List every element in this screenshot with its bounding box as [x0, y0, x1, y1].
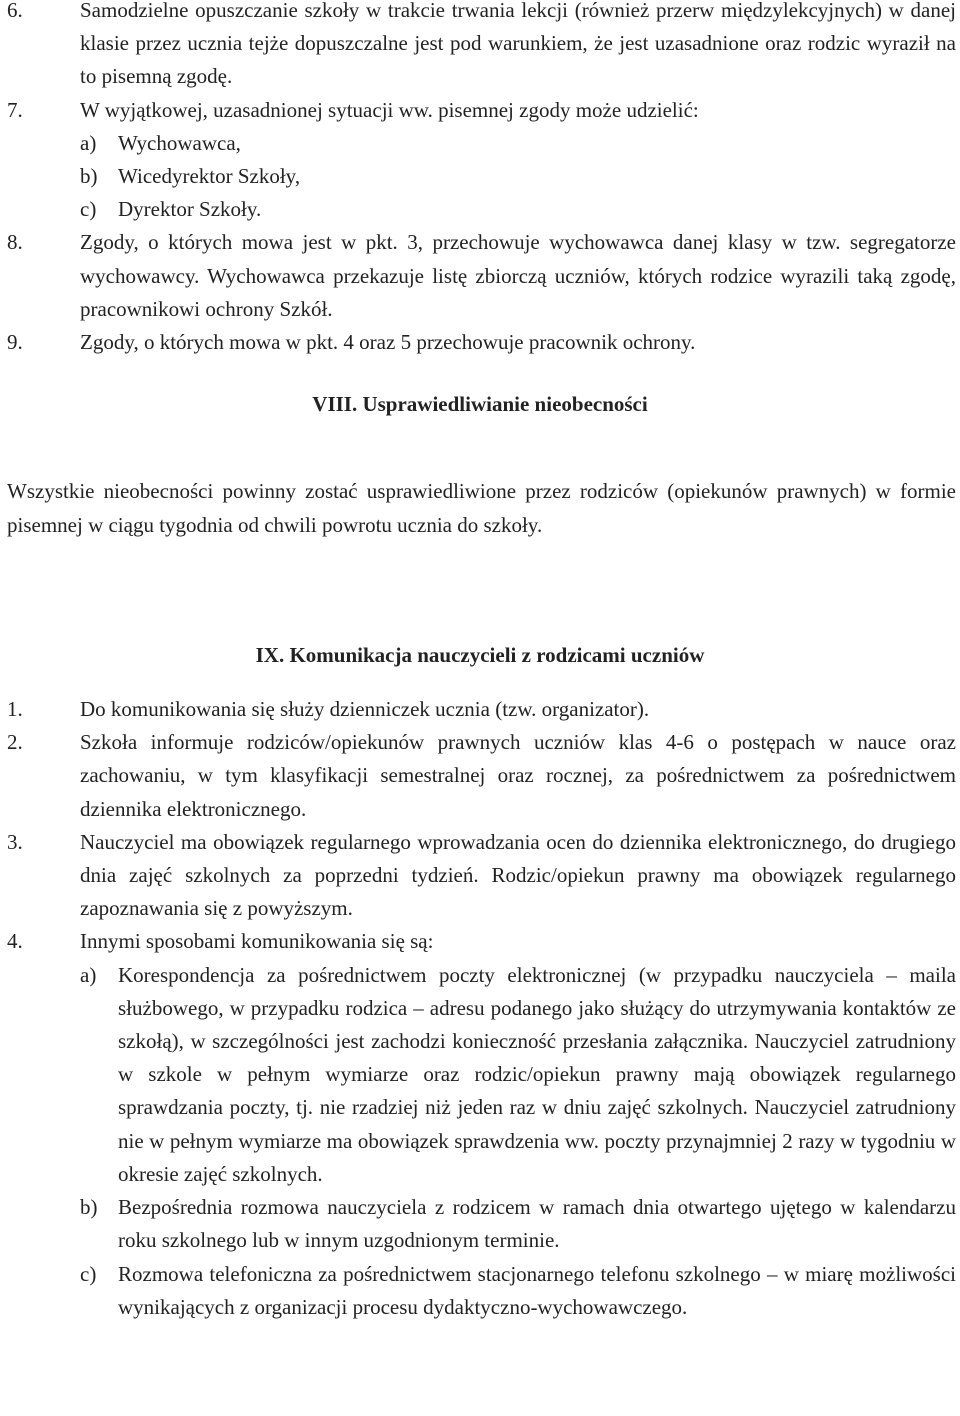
list-item	[0, 94, 960, 127]
section-viii-paragraph: Wszystkie nieobecności powinny zostać usprawiedliwione przez rodziców (opiekunów prawnych) w formie pisemnej w ciągu tygodnia od chwili powrotu ucznia do szkoły.	[7, 479, 956, 537]
list-item	[0, 326, 960, 359]
item-number: 1.	[7, 697, 23, 722]
item-text: Szkoła informuje rodziców/opiekunów prawnych uczniów klas 4-6 o postępach w nauce oraz zachowaniu, w tym klasyfikacji semestralnej oraz rocznej, za pośrednictwem za pośrednictwem dziennika elektronicznego.	[80, 730, 956, 821]
sub-item-marker: a)	[80, 130, 97, 155]
list-item	[0, 693, 960, 726]
item-text: Samodzielne opuszczanie szkoły w trakcie trwania lekcji (również przerw międzylekcyjnych) w danej klasie przez ucznia tejże dopuszczalne jest pod warunkiem, że jest uzasadnione oraz rodzic wyraził na to pisemną zgodę.	[80, 0, 956, 89]
item-number: 6.	[7, 0, 23, 22]
item-number: 8.	[7, 230, 23, 255]
sub-item	[0, 1191, 960, 1257]
section-ix-heading: IX. Komunikacja nauczycieli z rodzicami uczniów	[255, 642, 705, 667]
list-item	[0, 0, 960, 94]
sub-item-text: Bezpośrednia rozmowa nauczyciela z rodzicem w ramach dnia otwartego ujętego w kalendarzu roku szkolnego lub w innym uzgodnionym terminie.	[118, 1195, 956, 1253]
item-number: 4.	[7, 929, 23, 954]
sub-item-text: Dyrektor Szkoły.	[118, 197, 262, 222]
list-item	[0, 226, 960, 326]
sub-item-text: Wicedyrektor Szkoły,	[118, 164, 301, 189]
sub-item-marker: a)	[80, 962, 97, 987]
sub-item	[0, 1258, 960, 1324]
sub-item	[0, 193, 960, 226]
item-number: 2.	[7, 730, 23, 755]
sub-item-marker: b)	[80, 164, 98, 189]
item-text: Innymi sposobami komunikowania się są:	[80, 929, 434, 954]
item-text: Zgody, o których mowa w pkt. 4 oraz 5 przechowuje pracownik ochrony.	[80, 330, 696, 355]
sub-item	[0, 127, 960, 160]
sub-item-marker: c)	[80, 1261, 97, 1286]
sub-item-text: Rozmowa telefoniczna za pośrednictwem stacjonarnego telefonu szkolnego – w miarę możliwości wynikających z organizacji procesu dydaktyczno-wychowawczego.	[118, 1261, 956, 1319]
item-text: W wyjątkowej, uzasadnionej sytuacji ww. pisemnej zgody może udzielić:	[80, 97, 699, 122]
sub-item	[0, 160, 960, 193]
sub-item-text: Wychowawca,	[118, 130, 241, 155]
sub-item-marker: b)	[80, 1195, 98, 1220]
sub-item-text: Korespondencja za pośrednictwem poczty elektronicznej (w przypadku nauczyciela – maila służbowego, w przypadku rodzica – adresu podanego jako służący do utrzymywania kontaktów ze szkołą), w szczególności jest zachodzi konieczność przesłania załącznika. Nauczyciel zatrudniony w szkole w pełnym wymiarze oraz rodzic/opiekun prawny mają obowiązek regularnego sprawdzania poczty, tj. nie rzadziej niż jeden raz w dniu zajęć szkolnych. Nauczyciel zatrudniony nie w pełnym wymiarze ma obowiązek sprawdzenia ww. poczty przynajmniej 2 razy w tygodniu w okresie zajęć szkolnych.	[118, 962, 956, 1186]
list-item	[0, 726, 960, 826]
section-ix-list	[0, 693, 960, 1324]
section-vii-list	[0, 0, 960, 359]
item-text: Zgody, o których mowa jest w pkt. 3, przechowuje wychowawca danej klasy w tzw. segregatorze wychowawcy. Wychowawca przekazuje listę zbiorczą uczniów, których rodzice wyrazili taką zgodę, pracownikowi ochrony Szkół.	[80, 230, 956, 321]
item-number: 7.	[7, 97, 23, 122]
item-text: Do komunikowania się służy dzienniczek ucznia (tzw. organizator).	[80, 697, 650, 722]
item-number: 9.	[7, 330, 23, 355]
item-text: Nauczyciel ma obowiązek regularnego wprowadzania ocen do dziennika elektronicznego, do drugiego dnia zajęć szkolnych za poprzedni tydzień. Rodzic/opiekun prawny ma obowiązek regularnego zapoznawania się z powyższym.	[80, 829, 956, 921]
list-item	[0, 826, 960, 926]
list-item	[0, 925, 960, 958]
sub-item	[0, 959, 960, 1191]
item-number: 3.	[7, 829, 23, 854]
section-viii-heading: VIII. Usprawiedliwianie nieobecności	[312, 392, 648, 417]
sub-item-marker: c)	[80, 197, 97, 222]
